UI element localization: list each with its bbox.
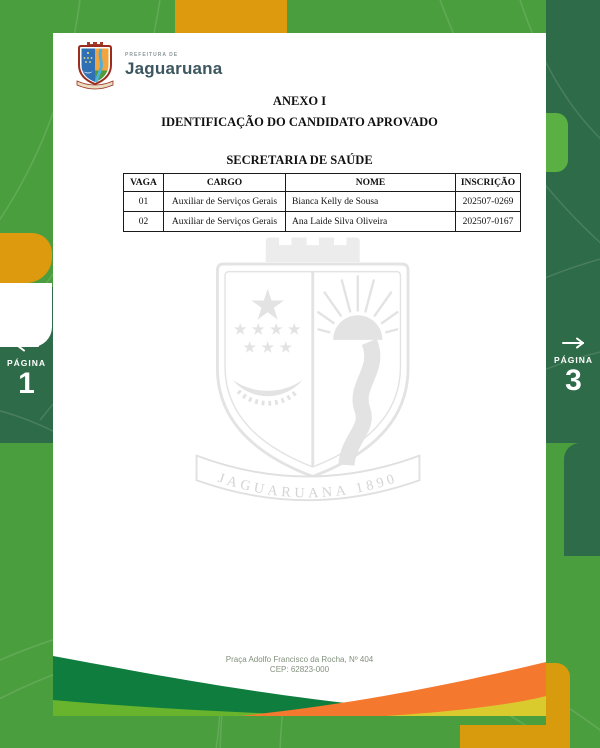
page-nav-prev-label: PÁGINA bbox=[6, 358, 47, 368]
cell-cargo: Auxiliar de Serviços Gerais bbox=[164, 192, 286, 212]
arrow-left-icon bbox=[14, 340, 40, 352]
section-title: SECRETARIA DE SAÚDE bbox=[226, 153, 373, 167]
col-header-vaga: VAGA bbox=[124, 174, 164, 192]
document-title: IDENTIFICAÇÃO DO CANDIDATO APROVADO bbox=[161, 115, 438, 129]
table-header-row bbox=[124, 174, 521, 192]
col-header-nome: NOME bbox=[286, 174, 456, 192]
cell-vaga: 01 bbox=[124, 192, 164, 212]
col-header-inscricao: INSCRIÇÃO bbox=[456, 174, 521, 192]
footer-line2: CEP: 62823-000 bbox=[269, 665, 330, 674]
logo-city-name: Jaguaruana bbox=[125, 59, 223, 78]
table-row bbox=[124, 192, 521, 212]
cell-inscricao: 202507-0269 bbox=[456, 192, 521, 212]
cell-nome: Bianca Kelly de Sousa bbox=[286, 192, 456, 212]
deco-green-tab bbox=[546, 113, 568, 172]
annex-title: ANEXO I bbox=[272, 94, 327, 108]
deco-waves bbox=[53, 646, 546, 716]
page-nav-next-label: PÁGINA bbox=[553, 355, 594, 365]
cell-cargo: Auxiliar de Serviços Gerais bbox=[164, 212, 286, 232]
deco-left-white-block bbox=[0, 283, 52, 347]
document-page bbox=[53, 33, 546, 716]
candidates-table bbox=[123, 173, 521, 232]
city-crest-logo-icon bbox=[75, 39, 115, 93]
cell-vaga: 02 bbox=[124, 212, 164, 232]
page-nav-prev[interactable] bbox=[0, 340, 53, 400]
page-nav-prev-number: 1 bbox=[18, 367, 35, 400]
logo-prefeitura-label: PREFEITURA DE bbox=[125, 52, 179, 58]
cell-inscricao: 202507-0167 bbox=[456, 212, 521, 232]
page-nav-next[interactable] bbox=[547, 337, 600, 397]
logo bbox=[75, 39, 222, 93]
city-crest-watermark bbox=[187, 228, 429, 522]
footer-line1: Praça Adolfo Francisco da Rocha, Nº 404 bbox=[225, 655, 374, 664]
col-header-cargo: CARGO bbox=[164, 174, 286, 192]
deco-orange-top-block bbox=[175, 0, 287, 33]
deco-amber-corner-bar bbox=[460, 725, 570, 748]
arrow-right-icon bbox=[561, 337, 587, 349]
cell-nome: Ana Laide Silva Oliveira bbox=[286, 212, 456, 232]
watermark-text: JAGUARUANA 1890 bbox=[215, 470, 401, 502]
deco-left-orange-block bbox=[0, 233, 52, 283]
page-nav-next-number: 3 bbox=[565, 364, 582, 397]
